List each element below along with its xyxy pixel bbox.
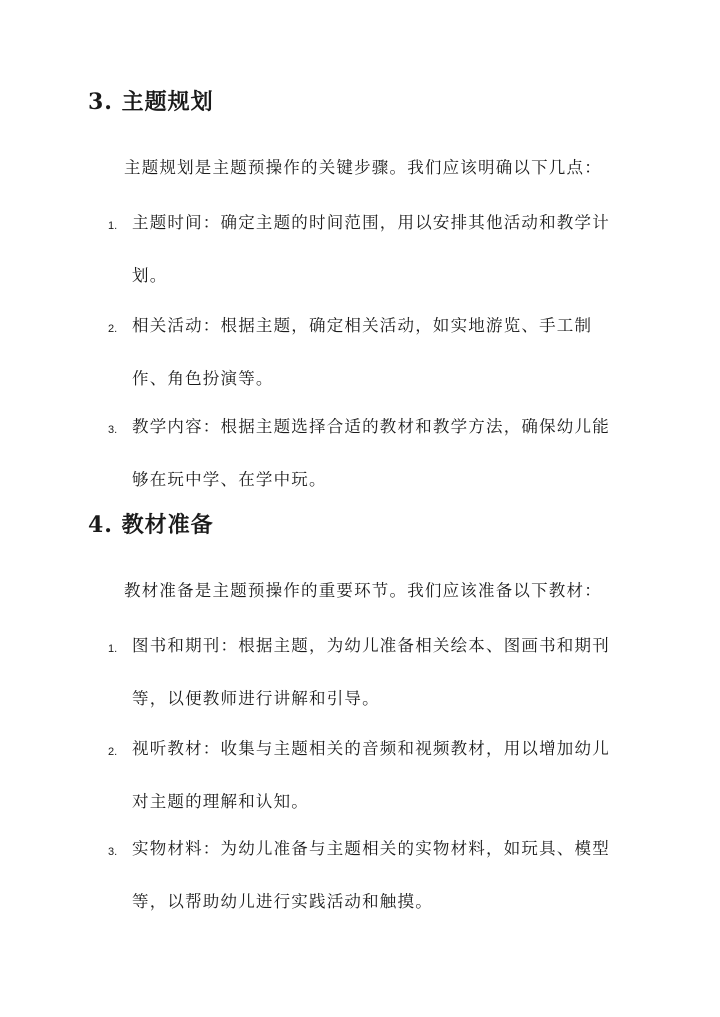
- list-number: 2.: [108, 323, 118, 335]
- section-4-intro: 教材准备是主题预操作的重要环节。我们应该准备以下教材：: [124, 581, 602, 600]
- list-number: 1.: [108, 220, 118, 232]
- list-text: 教学内容：根据主题选择合适的教材和教学方法，确保幼儿能够在玩中学、在学中玩。: [132, 417, 610, 489]
- section-3-heading: 3. 主题规划: [88, 89, 214, 115]
- list-number: 2.: [108, 746, 118, 758]
- list-text: 视听教材：收集与主题相关的音频和视频教材，用以增加幼儿对主题的理解和认知。: [132, 739, 610, 811]
- list-number: 3.: [108, 846, 118, 858]
- list-number: 1.: [108, 643, 118, 655]
- list-text: 主题时间：确定主题的时间范围，用以安排其他活动和教学计划。: [132, 213, 610, 285]
- section-4-heading: 4. 教材准备: [88, 512, 214, 538]
- list-text: 实物材料：为幼儿准备与主题相关的实物材料，如玩具、模型等，以帮助幼儿进行实践活动和触摸。: [132, 839, 610, 911]
- list-text: 相关活动：根据主题，确定相关活动，如实地游览、手工制作、角色扮演等。: [132, 316, 593, 388]
- list-text: 图书和期刊：根据主题，为幼儿准备相关绘本、图画书和期刊等，以便教师进行讲解和引导。: [132, 636, 610, 708]
- section-3-intro: 主题规划是主题预操作的关键步骤。我们应该明确以下几点：: [124, 158, 602, 177]
- list-number: 3.: [108, 424, 118, 436]
